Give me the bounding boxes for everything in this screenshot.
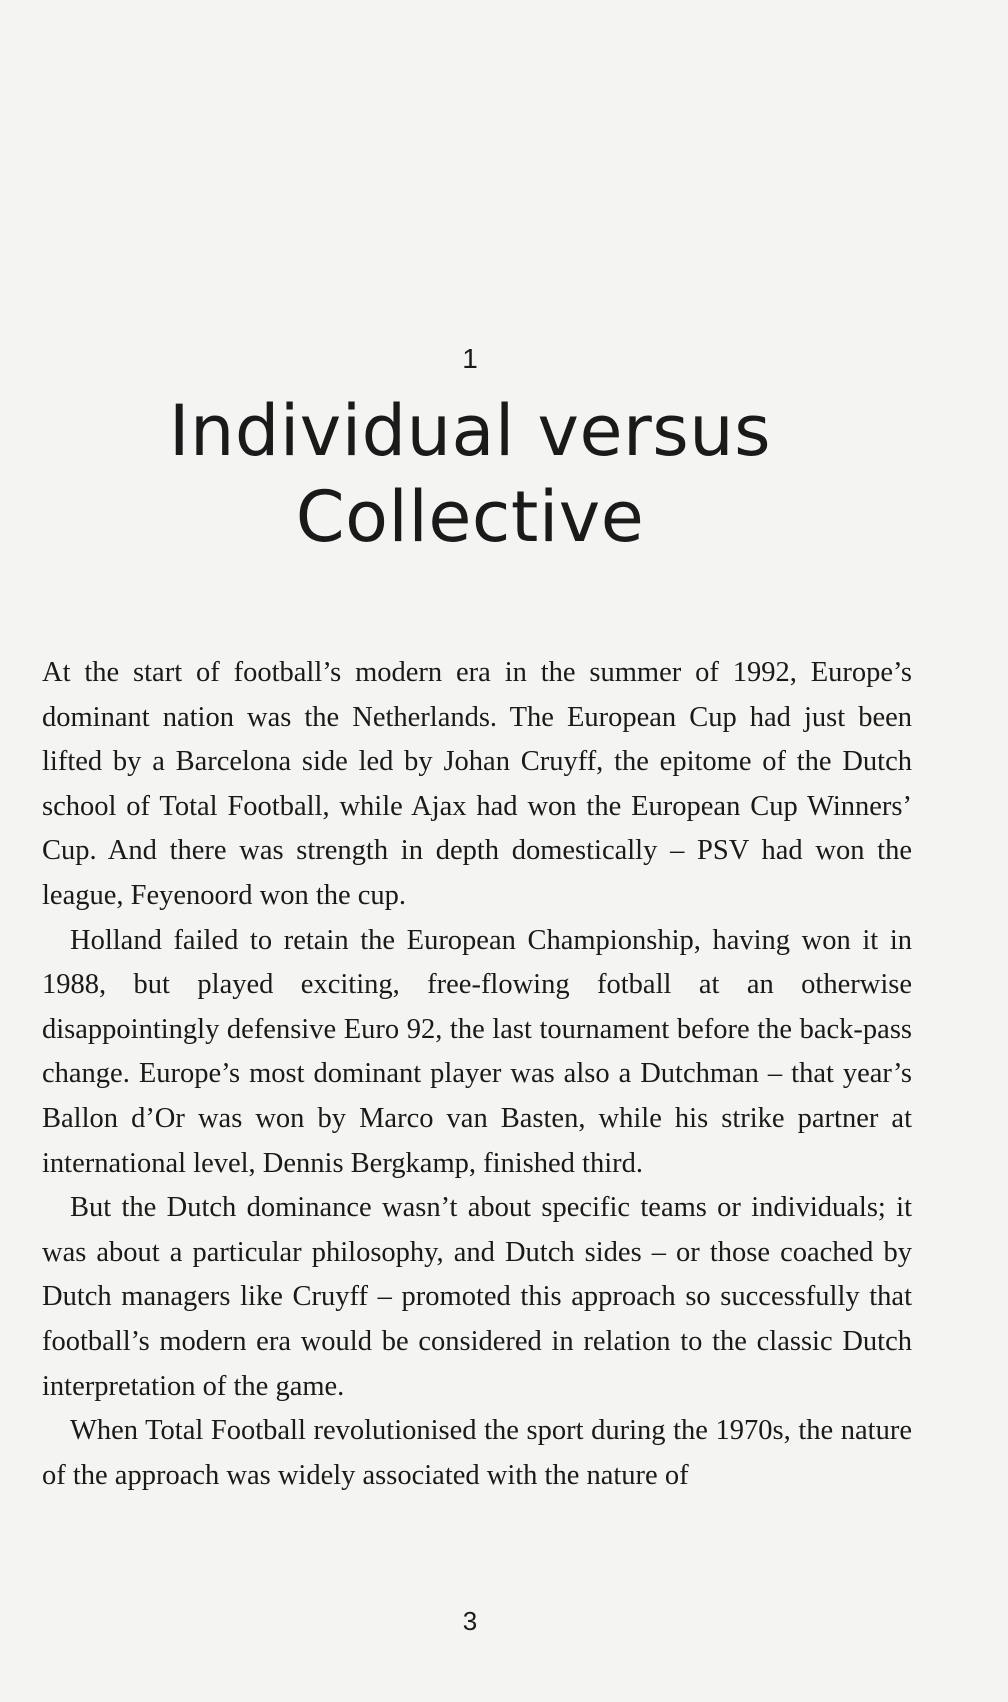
paragraph: Holland failed to retain the European Championship, having won it in 1988, but played exciting, free-flowing fotball at an otherwise disappointingly defensive Euro 92, the last tournament before the back-pass change. Europe’s most dominant player was also a Dutchman – that year’s Ballon d’Or was won by Marco van Basten, while his strike partner at international level, Dennis Bergkamp, finished third. <box>42 924 912 1179</box>
chapter-title-line-2: Collective <box>295 476 645 558</box>
page-number: 3 <box>462 1606 478 1636</box>
chapter-number: 1 <box>462 343 478 374</box>
chapter-title <box>0 388 940 560</box>
paragraph: At the start of football’s modern era in the summer of 1992, Europe’s dominant nation was the Netherlands. The European Cup had just been lifted by a Barcelona side led by Johan Cruyff, the epitome of the Dutch school of Total Football, while Ajax had won the European Cup Winners’ Cup. And there was strength in depth domestically – PSV had won the league, Feyenoord won the cup. <box>42 657 912 911</box>
paragraph: But the Dutch dominance wasn’t about specific teams or individuals; it was about a particular philosophy, and Dutch sides – or those coached by Dutch managers like Cruyff – promoted this approach so successfully that football’s modern era would be considered in relation to the classic Dutch interpretation of the game. <box>42 1192 912 1402</box>
body-text <box>42 651 912 1498</box>
paragraph: When Total Football revolutionised the sport during the 1970s, the nature of the approach was widely associated with the nature of <box>42 1415 912 1491</box>
chapter-title-line-1: Individual versus <box>168 390 772 472</box>
